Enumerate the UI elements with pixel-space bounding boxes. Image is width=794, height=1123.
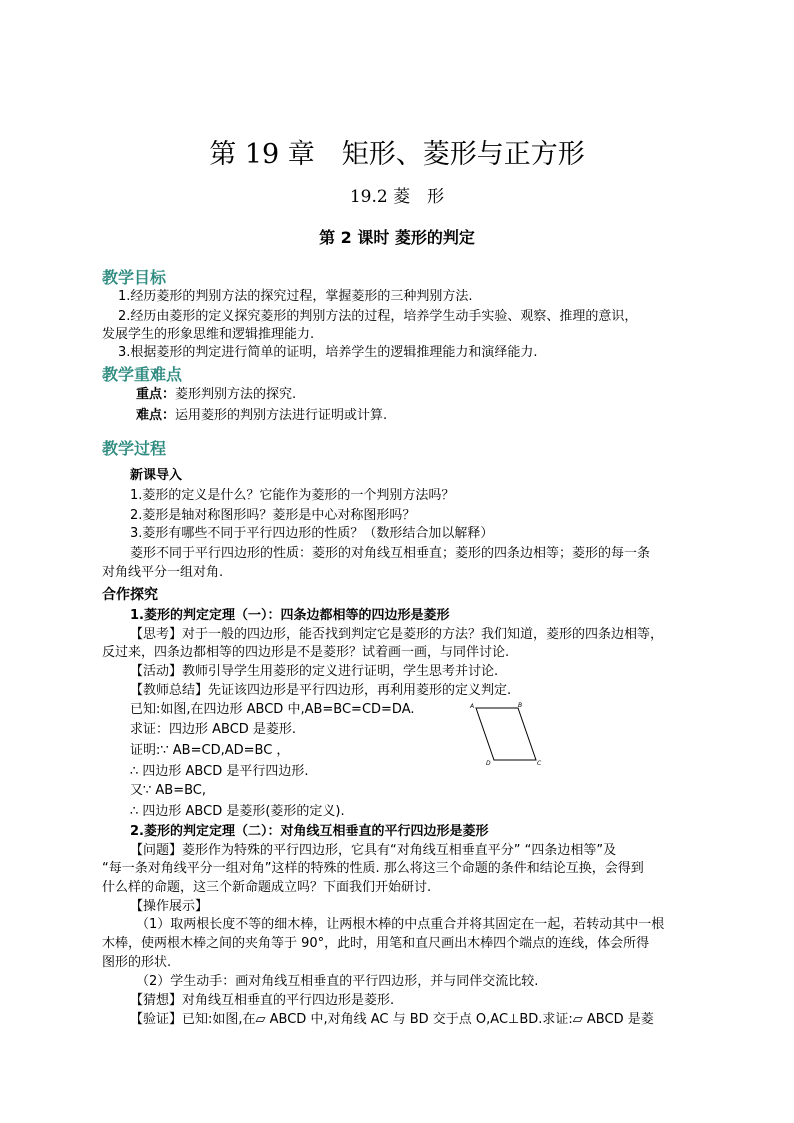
goal-item-1: 1.经历菱形的判别方法的探究过程，掌握菱形的三种判别方法.: [118, 289, 473, 304]
proof-line-2: ∴ 四边形 ABCD 是平行四边形.: [130, 764, 309, 779]
teacher-summary: 【教师总结】先证该四边形是平行四边形，再利用菱形的定义判定.: [130, 683, 512, 698]
intro-title: 新课导入: [130, 468, 183, 483]
problem-c: 什么样的命题，这三个新命题成立吗？下面我们开始研讨.: [102, 880, 432, 895]
focus-line: [136, 385, 296, 405]
verify-line: 【验证】已知:如图,在▱ ABCD 中,对角线 AC 与 BD 交于点 O,AC⊥BD.求证:▱ ABCD 是菱: [130, 1012, 654, 1027]
rhombus-figure: [466, 700, 546, 770]
difficulty-line: [136, 406, 387, 426]
rhombus-shape: [476, 708, 536, 760]
activity: 【活动】教师引导学生用菱形的定义进行证明，学生思考并讨论.: [130, 664, 499, 679]
operation-1c: 图形的形状.: [102, 955, 172, 970]
vertex-label-b: B: [518, 702, 523, 709]
goal-item-2a: 2.经历由菱形的定义探究菱形的判别方法的过程，培养学生动手实验、观察、推理的意识，: [118, 309, 638, 324]
theorem-2: 2.菱形的判定定理（二）：对角线互相垂直的平行四边形是菱形: [130, 824, 489, 839]
think-b: 反过来，四条边都相等的四边形是不是菱形？试着画一画，与同伴讨论.: [102, 645, 510, 660]
difficulty-text: 运用菱形的判别方法进行证明或计算.: [175, 408, 388, 423]
intro-question-2: 2.菱形是轴对称图形吗？菱形是中心对称图形吗？: [130, 508, 416, 523]
vertex-label-d: D: [486, 760, 491, 767]
proof-line-1: 证明:∵ AB=CD,AD=BC ，: [130, 743, 290, 758]
goals-heading: 教学目标: [102, 268, 167, 287]
explore-heading: 合作探究: [102, 587, 158, 603]
operation-2: （2）学生动手：画对角线互相垂直的平行四边形，并与同伴交流比较.: [136, 974, 539, 989]
prove-line: 求证：四边形 ABCD 是菱形.: [130, 722, 297, 737]
intro-question-1: 1.菱形的定义是什么？它能作为菱形的一个判别方法吗？: [130, 488, 455, 503]
chapter-title: 第 19 章 矩形、菱形与正方形: [209, 139, 585, 170]
goal-item-3: 3.根据菱形的判定进行简单的证明，培养学生的逻辑推理能力和演绎能力.: [118, 345, 538, 360]
vertex-label-a: A: [470, 703, 475, 710]
guess-line: 【猜想】对角线互相垂直的平行四边形是菱形.: [130, 993, 395, 1008]
focus-label: 重点：: [136, 387, 176, 402]
intro-answer-b: 对角线平分一组对角.: [102, 565, 224, 580]
operation-1b: 木棒，使两根木棒之间的夹角等于 90°，此时，用笔和直尺画出木棒四个端点的连线，体会所得: [102, 936, 650, 951]
given-line: 已知:如图,在四边形 ABCD 中,AB=BC=CD=DA.: [130, 702, 415, 717]
intro-question-3: 3.菱形有哪些不同于平行四边形的性质？（数形结合加以解释）: [130, 526, 494, 541]
focus-text: 菱形判别方法的探究.: [175, 387, 297, 402]
operation-1a: （1）取两根长度不等的细木棒，让两根木棒的中点重合并将其固定在一起，若转动其中一根: [136, 917, 665, 932]
vertex-label-c: C: [537, 760, 542, 767]
goal-item-2b: 发展学生的形象思维和逻辑推理能力.: [102, 327, 315, 342]
intro-answer-a: 菱形不同于平行四边形的性质：菱形的对角线互相垂直；菱形的四条边相等；菱形的每一条: [130, 546, 651, 561]
theorem-1: 1.菱形的判定定理（一）：四条边都相等的四边形是菱形: [130, 608, 450, 623]
think-a: 【思考】对于一般的四边形，能否找到判定它是菱形的方法？我们知道，菱形的四条边相等，: [130, 627, 664, 642]
section-title: 19.2 菱 形: [349, 187, 445, 207]
process-heading: 教学过程: [102, 439, 167, 458]
lesson-title: 第 2 课时 菱形的判定: [319, 228, 475, 247]
proof-line-4: ∴ 四边形 ABCD 是菱形(菱形的定义).: [130, 804, 345, 819]
difficulty-label: 难点：: [136, 408, 176, 423]
problem-b: “每一条对角线平分一组对角”这样的特殊的性质. 那么将这三个命题的条件和结论互换，会得到: [102, 861, 644, 876]
problem-a: 【问题】菱形作为特殊的平行四边形，它具有“对角线互相垂直平分” “四条边相等”及: [130, 843, 617, 858]
proof-line-3: 又∵ AB=BC,: [130, 783, 207, 798]
operation-title: 【操作展示】: [130, 899, 209, 914]
key-heading: 教学重难点: [102, 365, 183, 384]
